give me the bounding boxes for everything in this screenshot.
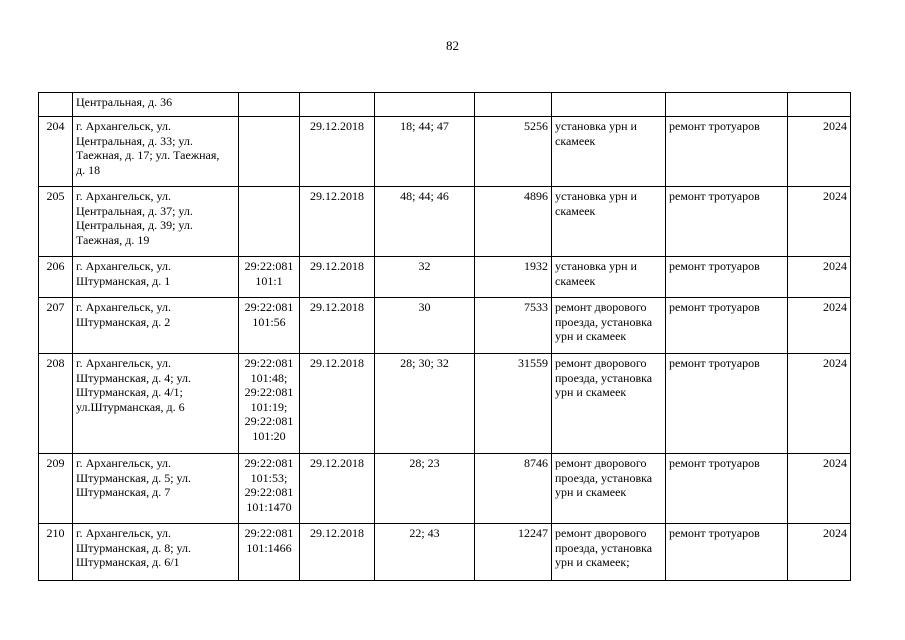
address-cell: г. Архангельск, ул. Штурманская, д. 8; ул. Штурманская, д. 6/1 [73, 524, 239, 581]
date-cell: 29.12.2018 [300, 187, 375, 257]
address-cell: Центральная, д. 36 [73, 93, 239, 117]
row-number-cell: 209 [39, 454, 73, 524]
date-cell: 29.12.2018 [300, 354, 375, 454]
area-cell: 4896 [475, 187, 552, 257]
date-cell: 29.12.2018 [300, 524, 375, 581]
lots-cell: 32 [375, 257, 475, 298]
year-cell: 2024 [788, 117, 851, 187]
work-type-cell: установка урн и скамеек [552, 257, 666, 298]
lots-cell: 28; 30; 32 [375, 354, 475, 454]
table-row [39, 117, 851, 187]
date-cell [300, 93, 375, 117]
cadastral-cell: 29:22:081 101:53; 29:22:081 101:1470 [239, 454, 300, 524]
work-extra-cell [666, 93, 788, 117]
area-cell [475, 93, 552, 117]
work-extra-cell: ремонт тротуаров [666, 524, 788, 581]
table-row [39, 298, 851, 354]
table-row [39, 354, 851, 454]
cadastral-cell: 29:22:081 101:48; 29:22:081 101:19; 29:22:081 101:20 [239, 354, 300, 454]
row-number-cell [39, 93, 73, 117]
cadastral-cell: 29:22:081 101:56 [239, 298, 300, 354]
area-cell: 1932 [475, 257, 552, 298]
work-extra-cell: ремонт тротуаров [666, 117, 788, 187]
row-number-cell: 205 [39, 187, 73, 257]
address-cell: г. Архангельск, ул. Штурманская, д. 5; ул. Штурманская, д. 7 [73, 454, 239, 524]
work-extra-cell: ремонт тротуаров [666, 257, 788, 298]
address-cell: г. Архангельск, ул. Штурманская, д. 1 [73, 257, 239, 298]
area-cell: 12247 [475, 524, 552, 581]
area-cell: 8746 [475, 454, 552, 524]
work-type-cell: установка урн и скамеек [552, 117, 666, 187]
date-cell: 29.12.2018 [300, 298, 375, 354]
table-row [39, 257, 851, 298]
year-cell: 2024 [788, 298, 851, 354]
table-row [39, 187, 851, 257]
work-type-cell: ремонт дворового проезда, установка урн и скамеек [552, 454, 666, 524]
year-cell [788, 93, 851, 117]
work-type-cell: установка урн и скамеек [552, 187, 666, 257]
year-cell: 2024 [788, 354, 851, 454]
row-number-cell: 210 [39, 524, 73, 581]
address-cell: г. Архангельск, ул. Штурманская, д. 4; ул. Штурманская, д. 4/1; ул.Штурманская, д. 6 [73, 354, 239, 454]
lots-cell: 22; 43 [375, 524, 475, 581]
work-extra-cell: ремонт тротуаров [666, 454, 788, 524]
date-cell: 29.12.2018 [300, 454, 375, 524]
lots-cell: 28; 23 [375, 454, 475, 524]
row-number-cell: 207 [39, 298, 73, 354]
lots-cell: 48; 44; 46 [375, 187, 475, 257]
cadastral-cell [239, 117, 300, 187]
page-number: 82 [446, 38, 459, 53]
work-extra-cell: ремонт тротуаров [666, 354, 788, 454]
work-extra-cell: ремонт тротуаров [666, 298, 788, 354]
work-type-cell: ремонт дворового проезда, установка урн и скамеек [552, 298, 666, 354]
lots-cell: 30 [375, 298, 475, 354]
table-row [39, 93, 851, 117]
area-cell: 7533 [475, 298, 552, 354]
work-type-cell: ремонт дворового проезда, установка урн и скамеек; [552, 524, 666, 581]
row-number-cell: 208 [39, 354, 73, 454]
address-cell: г. Архангельск, ул. Штурманская, д. 2 [73, 298, 239, 354]
address-cell: г. Архангельск, ул. Центральная, д. 33; ул. Таежная, д. 17; ул. Таежная, д. 18 [73, 117, 239, 187]
row-number-cell: 206 [39, 257, 73, 298]
area-cell: 5256 [475, 117, 552, 187]
year-cell: 2024 [788, 524, 851, 581]
lots-cell [375, 93, 475, 117]
cadastral-cell [239, 187, 300, 257]
cadastral-cell [239, 93, 300, 117]
address-cell: г. Архангельск, ул. Центральная, д. 37; ул. Центральная, д. 39; ул. Таежная, д. 19 [73, 187, 239, 257]
work-extra-cell: ремонт тротуаров [666, 187, 788, 257]
row-number-cell: 204 [39, 117, 73, 187]
table-row [39, 524, 851, 581]
lots-cell: 18; 44; 47 [375, 117, 475, 187]
year-cell: 2024 [788, 187, 851, 257]
date-cell: 29.12.2018 [300, 117, 375, 187]
table-row [39, 454, 851, 524]
cadastral-cell: 29:22:081 101:1466 [239, 524, 300, 581]
area-cell: 31559 [475, 354, 552, 454]
data-table [38, 92, 851, 581]
work-type-cell: ремонт дворового проезда, установка урн и скамеек [552, 354, 666, 454]
date-cell: 29.12.2018 [300, 257, 375, 298]
year-cell: 2024 [788, 257, 851, 298]
year-cell: 2024 [788, 454, 851, 524]
cadastral-cell: 29:22:081 101:1 [239, 257, 300, 298]
work-type-cell [552, 93, 666, 117]
